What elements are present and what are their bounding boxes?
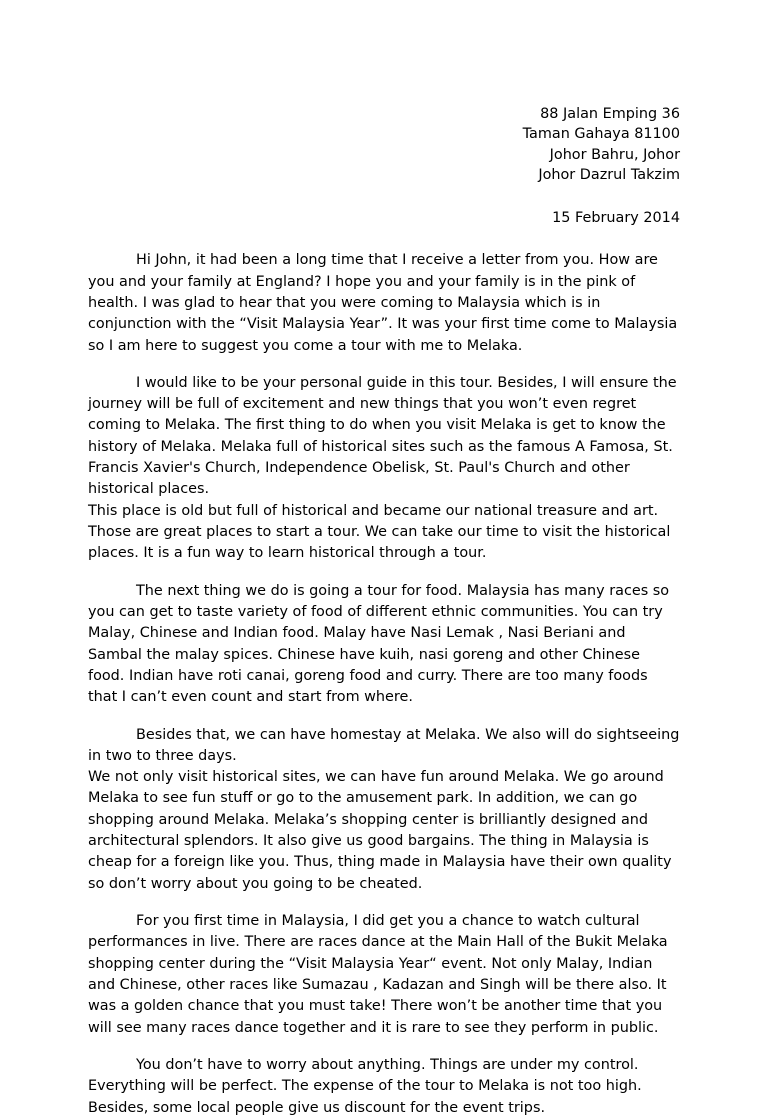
paragraph-cultural-performance: For you first time in Malaysia, I did get you a chance to watch cultural performances in live. There are races dance at the Main Hall of the Bukit Melaka shopping center during the “Visit Malaysia Year“ event. Not only Malay, Indian and Chinese, other races like Sumazau , Kadazan and Singh will be there also. It was a golden chance that you must take! There won’t be another time that you will see many races dance together and it is rare to see they perform in public. [88,913,668,1036]
letter-body [88,250,680,1119]
paragraph-greeting: Hi John, it had been a long time that I receive a letter from you. How are you and your family at England? I hope you and your family is in the pink of health. I was glad to hear that you were coming to Malaysia which is in conjunction with the “Visit Malaysia Year”. It was your first time come to Malaysia so I am here to suggest you come a tour with me to Melaka. [88,252,678,354]
paragraph-shopping-continued: We not only visit historical sites, we can have fun around Melaka. We go around Melaka to see fun stuff or go to the amusement park. In addition, we can go shopping around Melaka. Melaka’s shopping center is brilliantly designed and architectural splendors. It also give us good bargains. The thing in Malaysia is cheap for a foreign like you. Thus, thing made in Malaysia have their own quality so don’t worry about you going to be cheated. [88,769,672,892]
paragraph-homestay: Besides that, we can have homestay at Melaka. We also will do sightseeing in two to three days. [88,726,680,764]
address-line-2: Taman Gahaya 81100 [522,126,680,143]
paragraph-historical-continued: This place is old but full of historical and became our national treasure and art. Those are great places to start a tour. We can take our time to visit the historical places. It is a fun way to learn historical through a tour. [88,502,671,562]
paragraph-closing-reassurance: You don’t have to worry about anything. Things are under my control. Everything will be perfect. The expense of the tour to Melaka is not too high. Besides, some local people give us discount for the event trips. [88,1056,642,1116]
letter-date: 15 February 2014 [552,209,680,226]
address-line-1: 88 Jalan Emping 36 [540,106,680,122]
paragraph-food-tour: The next thing we do is going a tour for food. Malaysia has many races so you can get to taste variety of food of different ethnic communities. You can try Malay, Chinese and Indian food. Malay have Nasi Lemak , Nasi Beriani and Sambal the malay spices. Chinese have kuih, nasi goreng and other Chinese food. Indian have roti canai, goreng food and curry. There are too many foods that I can’t even count and start from where. [88,582,670,706]
address-line-3: Johor Bahru, Johor [549,146,680,163]
address-line-4: Johor Dazrul Takzim [538,167,680,184]
sender-address [88,104,680,186]
paragraph-guide-offer: I would like to be your personal guide in this tour. Besides, I will ensure the journey will be full of excitement and new things that you won’t even regret coming to Melaka. The first thing to do when you visit Melaka is get to know the history of Melaka. Melaka full of historical sites such as the famous A Famosa, St. Francis Xavier's Church, Independence Obelisk, St. Paul's Church and other historical places. [88,374,677,498]
